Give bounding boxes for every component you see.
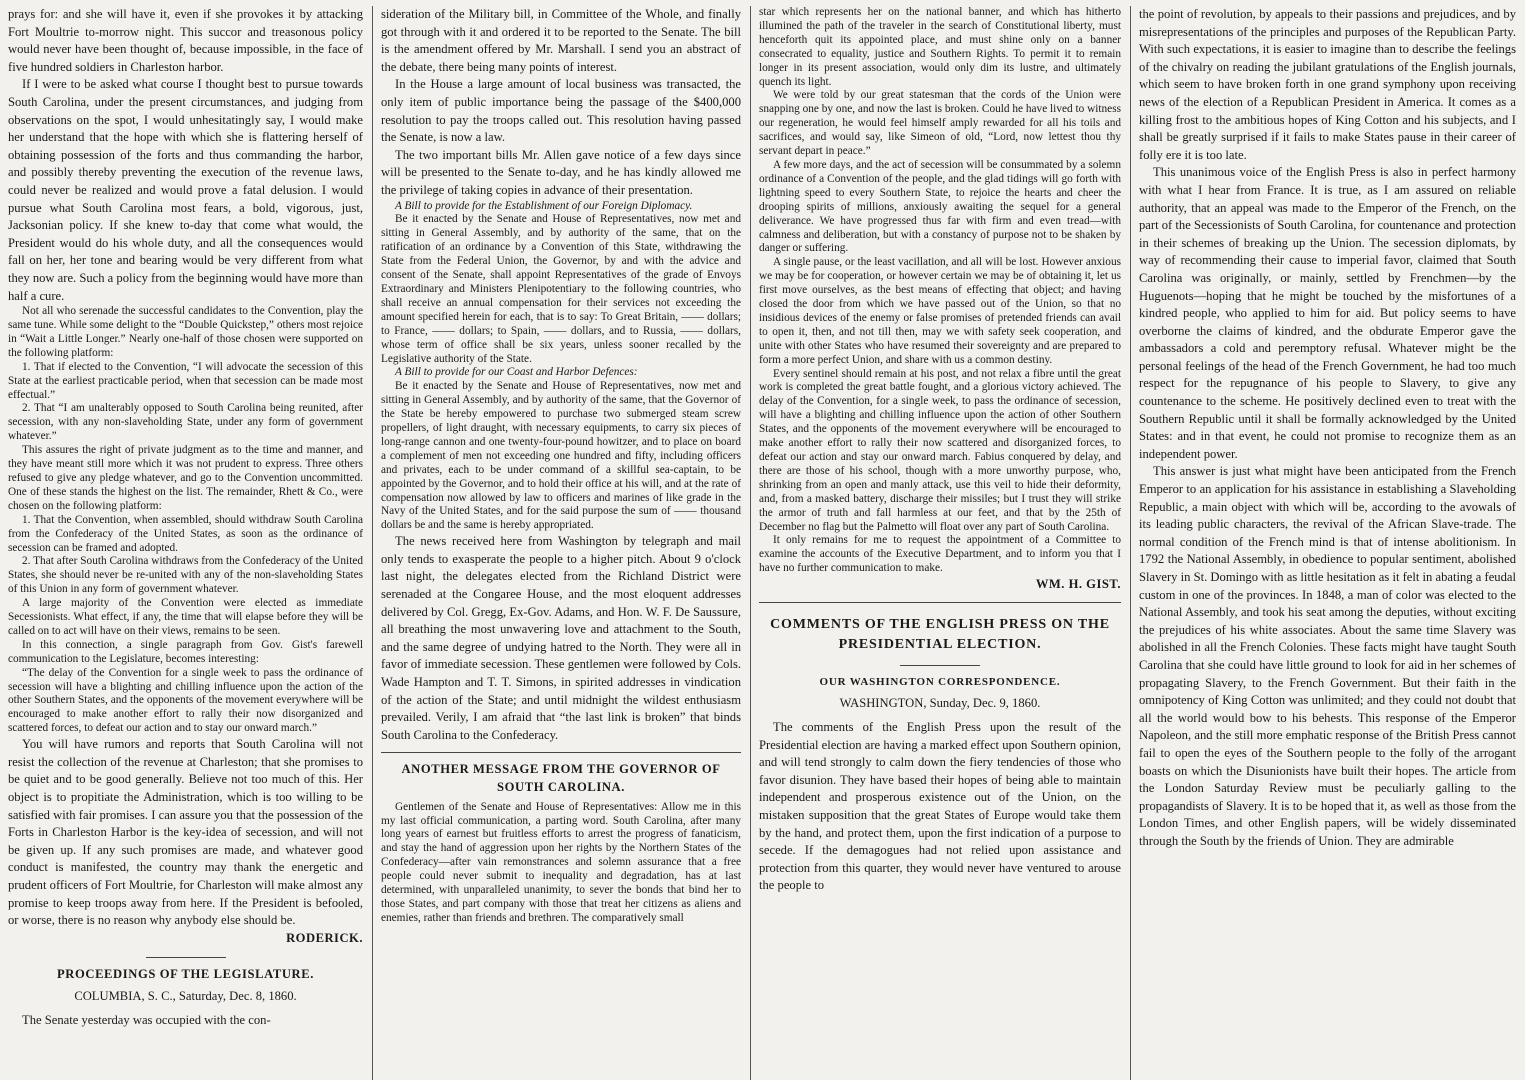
divider: [759, 602, 1121, 603]
bill-title: A Bill to provide for our Coast and Harbor Defences:: [395, 366, 638, 379]
paragraph: prays for: and she will have it, even if she provokes it by attacking Fort Moultrie to-morrow night. This succor and treasonous policy would never have been thought of, because impossible, in the face of five hundred soldiers in Charleston harbor.: [8, 7, 363, 74]
bill-text: Be it enacted by the Senate and House of Representatives, now met and sitting in General Assembly, and by authority of the same, that on the ratification of an ordinance by a Convention of this State, withdrawing the State from the Federal Union, the Governor, by and with the advice and consent of the Senate, shall appoint Representatives of the grade of Envoys Extraordinary and Ministers Plenipotentiary to the following countries, who shall receive an annual compensation for their services not exceeding the amount specified herein for each, that is to say: To Great Britain, —— dollars; to France, —— dollars; to Spain, —— dollars, and to Russia, —— dollars, whose term of office shall be six years, unless sooner recalled by the Legislative authority of the State.: [381, 213, 741, 365]
bill-text: Be it enacted by the Senate and House of Representatives, now met and sitting in General Assembly, and by authority of the same, that the Governor of the State be hereby empowered to purchase two submerged steam screw propellers, of light draught, with necessary equipments, to carry six pieces of long-range cannon and one twenty-four-pound howitzer, and to place on board a complement of men not exceeding one hundred and fifty, including officers and privates, each to be under command of a skillful sea-captain, to be appointed by the Governor, and to hold their office at his will, and at the rate of compensation now allowed by law to officers and marines of like grade in the Navy of the United States, and for the said purpose the sum of —— thousand dollars be and the same is hereby appropriated.: [381, 380, 741, 532]
column-1: [0, 6, 372, 1080]
paragraph: star which represents her on the national banner, and which has hitherto illumined the path of the traveler in the search of Constitutional liberty, must henceforth quit its appointed place, and must shine only on a banner consecrated to equality, justice and Southern Rights. To permit it to remain longer in its present association, would only dim its lustre, and ultimately quench its light.: [759, 6, 1121, 88]
paragraph: 1. That if elected to the Convention, “I will advocate the secession of this State at the earliest practicable period, when that secession can be made most effectual.”: [8, 360, 363, 401]
paragraph: 2. That after South Carolina withdraws from the Confederacy of the United States, she should never be re-united with any of the non-slaveholding States of this Union in any form of government whatever.: [8, 555, 363, 596]
paragraph: the point of revolution, by appeals to their passions and prejudices, and by misrepresentations of the principles and purposes of the Republican Party. With such expectations, it is easier to imagine than to describe the feelings of the chivalry on reading the jubilant gratulations of the English journals, which seem to have broken forth in one grand symphony upon receiving news of the election of a Republican President in America. It comes as a killing frost to the ambitious hopes of King Cotton and his subjects, and I shall be greatly surprised if it fails to make States pause in their career of folly ere it is too late.: [1139, 7, 1516, 162]
divider: [900, 665, 980, 666]
paragraph: The two important bills Mr. Allen gave notice of a few days since will be presented to the Senate to-day, and he has kindly allowed me the privilege of taking copies in advance of their presentation.: [381, 147, 741, 197]
column-4: [1130, 6, 1525, 1080]
signature: WM. H. GIST.: [1035, 577, 1121, 592]
column-2: [372, 6, 750, 1080]
paragraph: A single pause, or the least vacillation, and all will be lost. However anxious we may be for cooperation, or however certain we may be of obtaining it, let us first move ourselves, as the best means of effecting that object; and having closed the door from which we have passed out of the Union, so that no insidious devices of the enemy or false promises of pretended friends can avail to open it, then, and not till then, may we with safety seek cooperation, and unite with other States who have resumed their sovereignty and are prepared to form a more perfect Union, and share with us a common destiny.: [759, 256, 1121, 366]
sub-heading: OUR WASHINGTON CORRESPONDENCE.: [819, 675, 1061, 688]
paragraph: A large majority of the Convention were elected as immediate Secessionists. What effect, if any, the time that will elapse before they will be called on to act will have on their views, remains to be seen.: [8, 597, 363, 637]
paragraph: In the House a large amount of local business was transacted, the only item of public importance being the passage of the $400,000 resolution to pay the troops called out. This resolution having passed the Senate, is now a law.: [381, 77, 741, 145]
divider: [146, 957, 226, 958]
section-heading: ANOTHER MESSAGE FROM THE GOVERNOR OF SOUTH CAROLINA.: [401, 762, 721, 794]
paragraph: We were told by our great statesman that the cords of the Union were snapping one by one, and now the last is broken. Could he have lived to witness our regeneration, he would feel himself amply rewarded for all his toils and sacrifices, and would say, like Simeon of old, “Lord, now lettest thou thy servant depart in peace.”: [759, 89, 1121, 158]
paragraph: It only remains for me to request the appointment of a Committee to examine the accounts of the Executive Department, and to inform you that I have no further communication to make.: [759, 534, 1121, 575]
signature: RODERICK.: [286, 930, 363, 945]
divider: [381, 752, 741, 753]
paragraph: The news received here from Washington by telegraph and mail only tends to exasperate the people to a higher pitch. About 9 o'clock last night, the delegates elected from the Richland District were serenaded at the Congaree House, and the most eloquent addresses delivered by Col. Gregg, Ex-Gov. Adams, and Hon. W. F. De Saussure, all breathing the most unwavering love and attachment to the South, and the same degree of undying hatred to the North. They were all in favor of immediate secession. These gentlemen were followed by Cols. Wade Hampton and T. T. Simons, in spirited addresses in vindication of the action of the State; and until midnight the wildest enthusiasm prevailed. Verily, I am afraid that “the last link is broken” that binds South Carolina to the Confederacy.: [381, 534, 741, 742]
paragraph: The Senate yesterday was occupied with the con-: [22, 1012, 271, 1027]
dateline: COLUMBIA, S. C., Saturday, Dec. 8, 1860.: [74, 988, 297, 1003]
paragraph: A few more days, and the act of secession will be consummated by a solemn ordinance of a Convention of the people, and the glad tidings will go forth with lightning speed to every Southern State, to rejoice the hearts and cheer the drooping spirits of millions, anxiously awaiting the sequel for a general deliverance. We have progressed thus far with firm and even tread—with calmness and deliberation, but with a constancy of purpose not to be shaken by danger or suffering.: [759, 158, 1121, 255]
bill-title: A Bill to provide for the Establishment of our Foreign Diplomacy.: [395, 199, 693, 212]
section-heading: PROCEEDINGS OF THE LEGISLATURE.: [56, 967, 314, 982]
paragraph: 1. That the Convention, when assembled, should withdraw South Carolina from the Confederacy of the United States, as soon as the ordinance of secession can be framed and adopted.: [8, 513, 363, 554]
paragraph: This answer is just what might have been anticipated from the French Emperor to an application for his assistance in establishing a Slaveholding Republic, a main object with which will be, according to the avowals of its leading public characters, the revival of the African Slave-trade. The normal condition of the French mind is that of intense abolitionism. In 1792 the National Assembly, in obedience to popular sentiment, abolished Slavery in St. Domingo with as little hesitation as it felt in abating a feudal custom in one of the provinces. In 1848, a man of color was elected to the National Assembly, and took his seat among the deputies, without exciting the prejudices of his white associates. About the same time Slavery was abolished in all the French Colonies. These facts might have taught South Carolina that she could have little ground to look for aid in her schemes of propagating Slavery, to the French Government. But their faith in the omnipotency of King Cotton was unlimited; and they could not doubt that all the world would bow to his behests. This response of the Emperor Napoleon, and the still more emphatic response of the British Press cannot fail to open the eyes of the Southern people to the folly of the arrogant boasts on which the Disunionists have built their hopes. The article from the London Saturday Review must be peculiarly galling to the propagandists of Slavery. It is to be hoped that it, as well as those from the London Times, and other English papers, will be widely disseminated through the South by the friends of Union. They are admirable: [1139, 464, 1516, 848]
article-headline: COMMENTS OF THE ENGLISH PRESS ON THE PRESIDENTIAL ELECTION.: [770, 616, 1110, 652]
paragraph: sideration of the Military bill, in Committee of the Whole, and finally got through with it and ordered it to be reported to the Senate. The bill is the amendment offered by Mr. Marshall. I send you an abstract of the debate, there being many points of interest.: [381, 7, 741, 74]
column-3: [750, 6, 1130, 1080]
paragraph: Every sentinel should remain at his post, and not relax a fibre until the great work is completed the great battle fought, and a glorious victory achieved. The delay of the Convention, for a single week, to pass the ordinance of secession, will have a blighting and chilling influence upon the action of other Southern States, and the opponents of the movement everywhere will be encouraged to make another effort to rally their now scattered and disorganized forces, to defeat our action and stay our onward march. Fabius conquered by delay, and there are those of his school, though with a more unworthy purpose, who, shrinking from an open and manly attack, use this veil to hide their deformity, and, from a masked battery, discharge their missiles; but I trust they will strike the armor of truth and fall harmless at our feet, and that by the 25th of December no flag but the Palmetto will float over any part of South Carolina.: [759, 367, 1121, 533]
paragraph: This assures the right of private judgment as to the time and manner, and they have meant still more which it was not prudent to express. Three others refused to give any pledge whatever, and go to the Convention uncommitted. One of these stands the highest on the list. The remainder, Rhett & Co., were chosen on the following platform:: [8, 444, 363, 512]
dateline: WASHINGTON, Sunday, Dec. 9, 1860.: [839, 696, 1041, 711]
paragraph: 2. That “I am unalterably opposed to South Carolina being reunited, after secession, with any non-slaveholding State, under any form of government whatever.”: [8, 402, 363, 443]
quoted-paragraph: “The delay of the Convention for a single week to pass the ordinance of secession will have a blighting and chilling influence upon the action of the other Southern States, and the opponents of the movement everywhere will be encouraged to make another effort to rally their now disorganized and scattered forces, to defeat our action and to stay our onward march.”: [8, 666, 363, 735]
paragraph: You will have rumors and reports that South Carolina will not resist the collection of the revenue at Charleston; that she promises to be quiet and to be good generally. Believe not too much of this. Her object is to propitiate the Administration, which is too willing to be satisfied with fair promises. I can assure you that the possession of the Forts in Charleston Harbor is the key-idea of secession, and will not be given up. If any such promises are made, and whatever good conduct is manifested, the country may thank the energetic and prudent officers of Fort Moultrie, for Charleston will make almost any promise to keep troops away from here. If the President is befooled, or worse, there is no reason why anybody else should be.: [8, 737, 363, 928]
paragraph: This unanimous voice of the English Press is also in perfect harmony with what I hear from France. It is true, as I am assured on reliable authority, that an appeal was made to the Emperor of the French, on the part of the Secessionists of South Carolina, for countenance and protection in their schemes of breaking up the Union. The secession diplomats, by way of recommending their cause to imperial favor, claimed that South Carolina was originally, or mainly, settled by Frenchmen—by the Huguenots—hoping that he might be touched by the misfortunes of a kindred people, who applied to him for aid. But policy seems to have overborne the claims of kindred, and the obdurate Emperor gave the ambassadors a cold and peremptory refusal. Whatever might be the personal feelings of the head of the French Government, he had too much respect for the repugnance of his people to Slavery, to give any countenance to the scheme. He positively declined even to treat with the Southern Republic until it shall be formally acknowledged by the United States: and in that event, he could not promise to recognize them as an independent power.: [1139, 165, 1516, 461]
paragraph: If I were to be asked what course I thought best to pursue towards South Carolina, under the present circumstances, and judging from observations on the spot, I would unhesitatingly say, I would make her understand that the hope with which she is flattering herself of obtaining possession of the forts and thus commanding the harbor, and possibly thereby preventing the execution of the revenue laws, could never be realized and would prove a fatal delusion. I would pursue what South Carolina most fears, a bold, vigorous, just, Jacksonian policy. If she knew to-day that come what would, the President would do his whole duty, and all the consequences would fall on her, her tone and bearing would be very different from what they now are. Such a policy from the beginning would have more than half a cure.: [8, 77, 363, 303]
paragraph: Not all who serenade the successful candidates to the Convention, play the same tune. While some delight to the “Double Quickstep,” others most rejoice in “Wait a Little Longer.” Nearly one-half of those chosen were supported on the following platform:: [8, 305, 363, 359]
paragraph: In this connection, a single paragraph from Gov. Gist's farewell communication to the Legislature, becomes interesting:: [8, 638, 363, 665]
paragraph: Gentlemen of the Senate and House of Representatives: Allow me in this my last official communication, a parting word. South Carolina, after many long years of earnest but fruitless efforts to arrest the progress of fanaticism, and stay the hand of aggression upon her rights by the Northern States of the Confederacy—after vain remonstrances and solemn assurance that a free people could never submit to inequality and degradation, has at last determined, with unparalleled unanimity, to sever the bonds that bind her to those States, and part company with those that treat her citizens as aliens and enemies, rather than friends and brethren. The comparatively small: [381, 800, 741, 924]
paragraph: The comments of the English Press upon the result of the Presidential election are having a marked effect upon Southern opinion, and will tend strongly to calm down the fiery tendencies of those who favor disunion. They have based their hopes of being able to maintain independent and prosperous existence out of the Union, on the mistaken supposition that the great States of Europe would take them by the hand, and protect them, upon the first indication of a purpose to secede. If the demagogues had not relied upon assistance and protection from this quarter, they would never have ventured to arouse the people to: [759, 719, 1121, 893]
